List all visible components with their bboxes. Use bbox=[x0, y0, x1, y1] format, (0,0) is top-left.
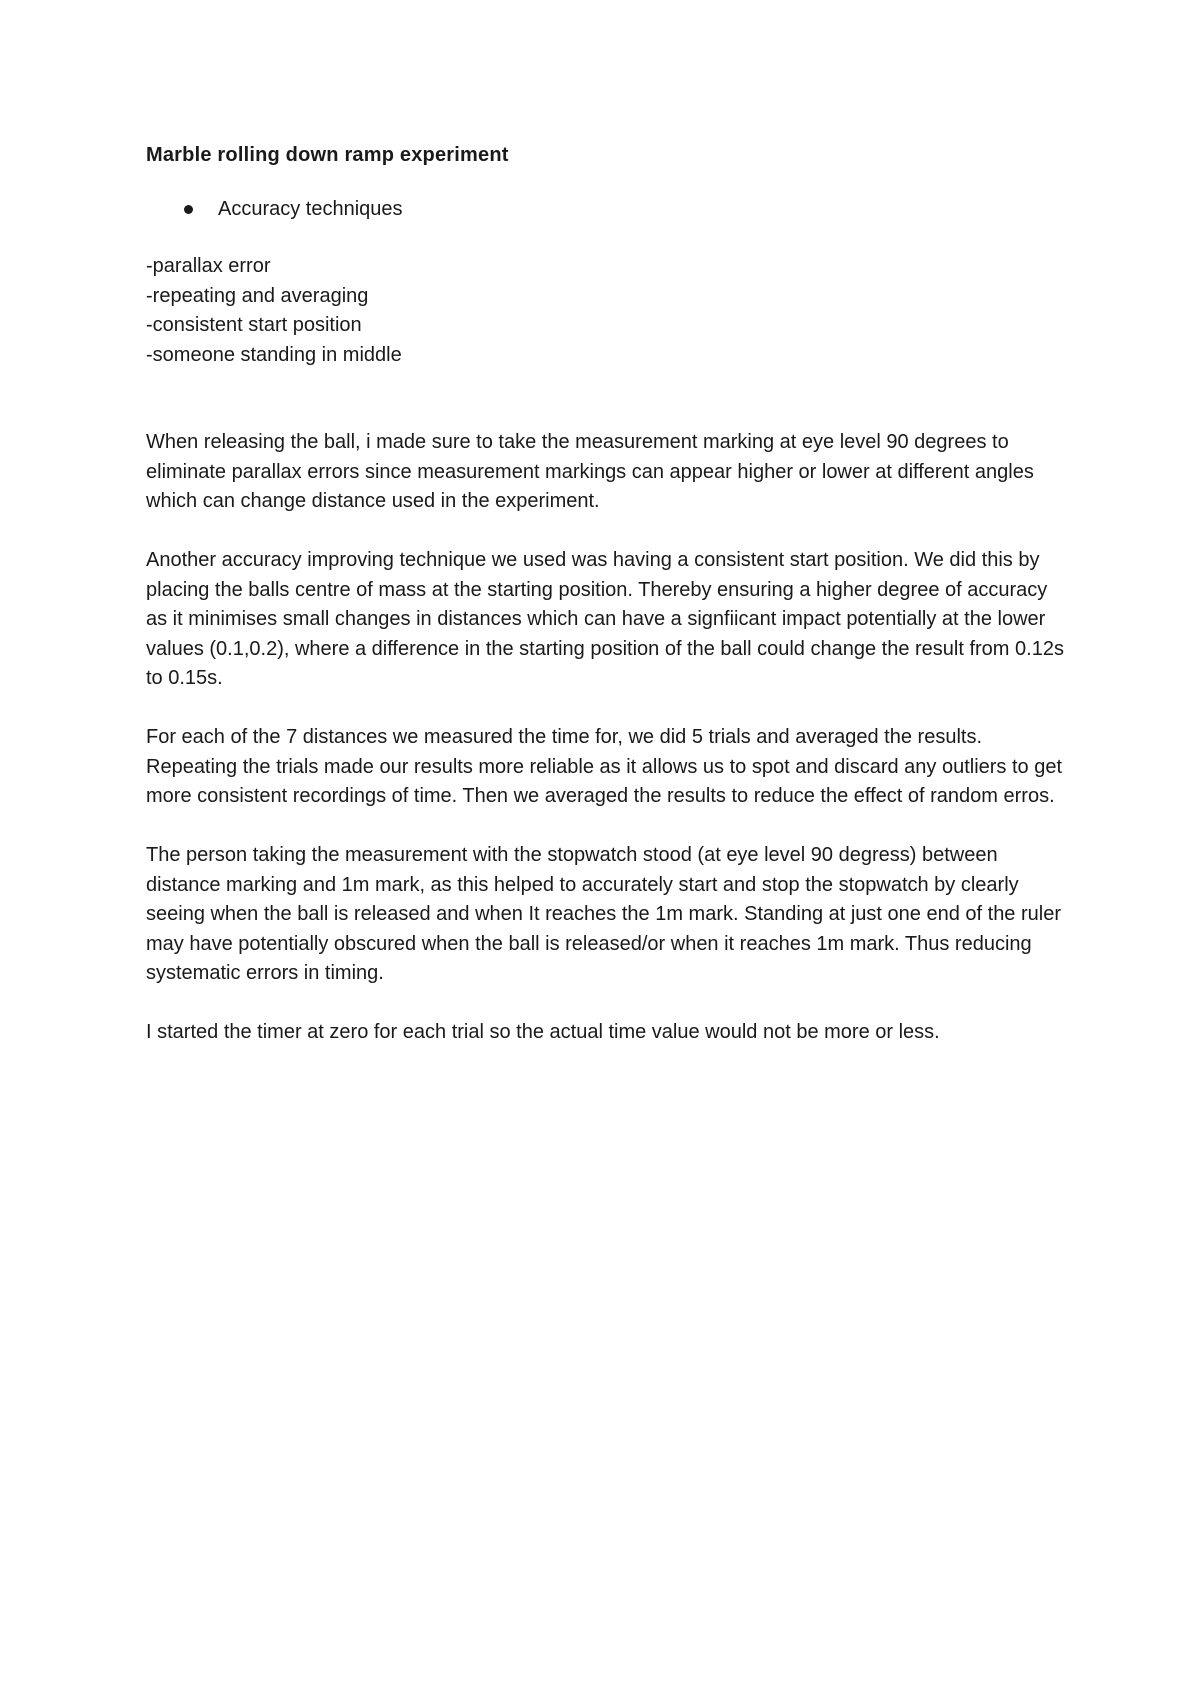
bullet-item-text: Accuracy techniques bbox=[218, 198, 403, 220]
paragraph-parallax: When releasing the ball, i made sure to take the measurement marking at eye level 90 degrees to eliminate parallax errors since measurement markings can appear higher or lower at different angles which can change distance used in the experiment. bbox=[146, 431, 1034, 512]
dash-item: -repeating and averaging bbox=[146, 284, 369, 307]
bullet-dot-icon bbox=[184, 205, 193, 214]
document-page bbox=[146, 140, 1066, 1077]
paragraph-timer-zero: I started the timer at zero for each trial so the actual time value would not be more or less. bbox=[146, 1021, 940, 1043]
dash-item: -someone standing in middle bbox=[146, 343, 402, 366]
bullet-list bbox=[146, 194, 1066, 224]
bullet-item bbox=[146, 194, 1066, 224]
paragraph-start-position: Another accuracy improving technique we used was having a consistent start position. We did this by placing the balls centre of mass at the starting position. Thereby ensuring a higher degree of accuracy as it minimises small changes in distances which can have a signfiicant impact potentially at the lower values (0.1,0.2), where a difference in the starting position of the ball could change the result from 0.12s to 0.15s. bbox=[146, 549, 1064, 689]
dash-item: -consistent start position bbox=[146, 314, 362, 336]
paragraph-standing-middle: The person taking the measurement with the stopwatch stood (at eye level 90 degress) between distance marking and 1m mark, as this helped to accurately start and stop the stopwatch by clearly seeing when the ball is released and when It reaches the 1m mark. Standing at just one end of the ruler may have potentially obscured when the ball is released/or when it reaches 1m mark. Thus reducing systematic errors in timing. bbox=[146, 844, 1061, 984]
dash-list bbox=[146, 252, 1066, 370]
document-title: Marble rolling down ramp experiment bbox=[146, 144, 509, 166]
dash-item: -parallax error bbox=[146, 255, 271, 277]
paragraph-repeating-averaging: For each of the 7 distances we measured the time for, we did 5 trials and averaged the results. Repeating the trials made our results more reliable as it allows us to spot and discard any outliers to get more consistent recordings of time. Then we averaged the results to reduce the effect of random erros. bbox=[146, 726, 1063, 807]
